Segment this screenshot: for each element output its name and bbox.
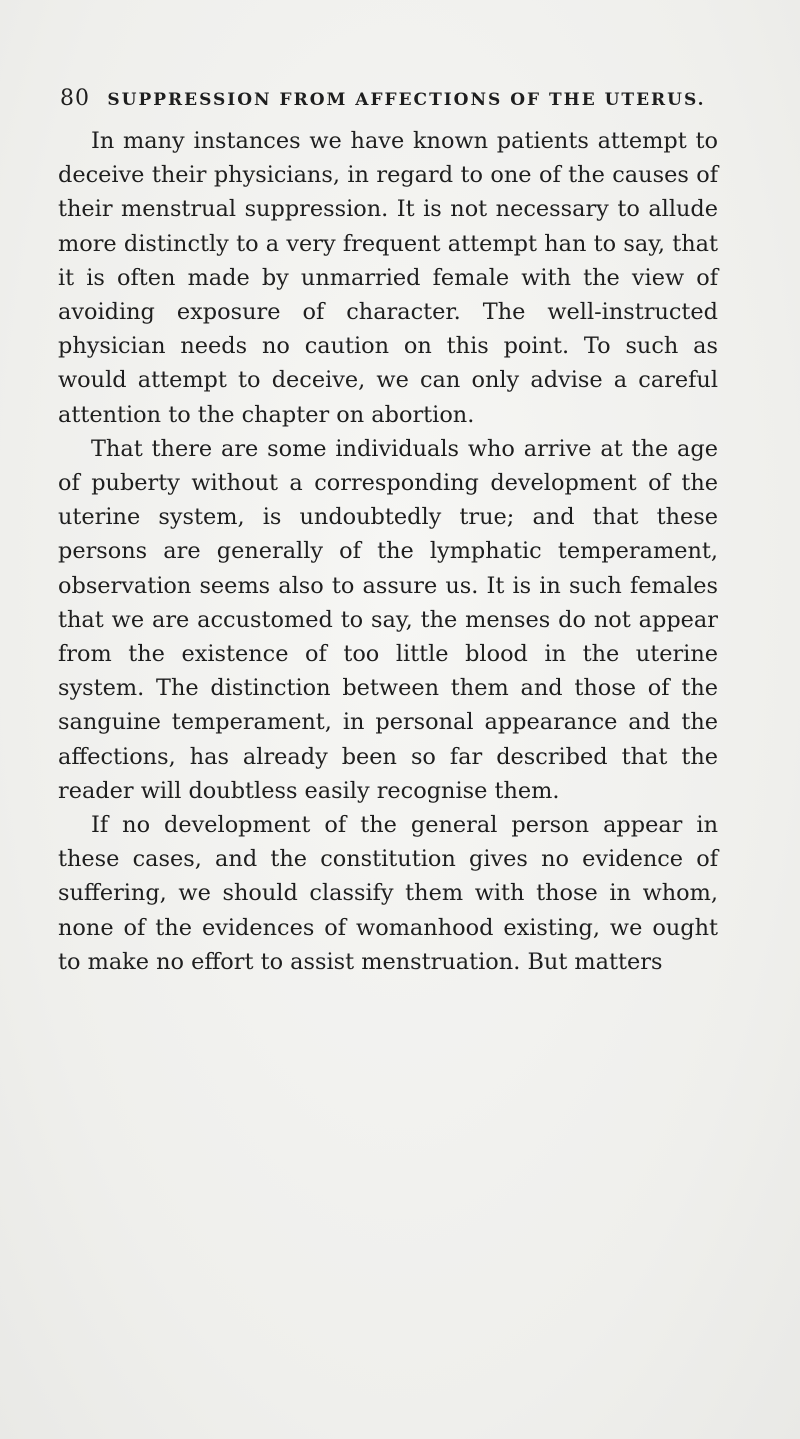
running-title: SUPPRESSION FROM AFFECTIONS OF THE UTERUS. (107, 90, 706, 110)
body-text (58, 124, 718, 979)
page-header (60, 86, 720, 114)
page-number: 80 (60, 86, 90, 111)
paragraph: That there are some individuals who arrive at the age of puberty without a corresponding development of the uterine system, is undoubtedly true; and that these persons are generally of the lymphatic temperament, observation seems also to assure us. It is in such females that we are accustomed to say, the menses do not appear from the existence of too little blood in the uterine system. The distinction between them and those of the sanguine temperament, in personal appearance and the affections, has already been so far described that the reader will doubtless easily recognise them. (58, 435, 718, 804)
paragraph: If no development of the general person appear in these cases, and the constitution gives no evidence of suffering, we should classify them with those in whom, none of the evidences of womanhood existing, we ought to make no effort to assist menstruation. But matters (58, 812, 718, 975)
paragraph: In many instances we have known patients attempt to deceive their physicians, in regard to one of the causes of their menstrual suppression. It is not necessary to allude more distinctly to a very frequent attempt han to say, that it is often made by unmarried female with the view of avoiding exposure of character. The well-instructed physician needs no caution on this point. To such as would attempt to deceive, we can only advise a careful attention to the chapter on abortion. (58, 128, 718, 428)
